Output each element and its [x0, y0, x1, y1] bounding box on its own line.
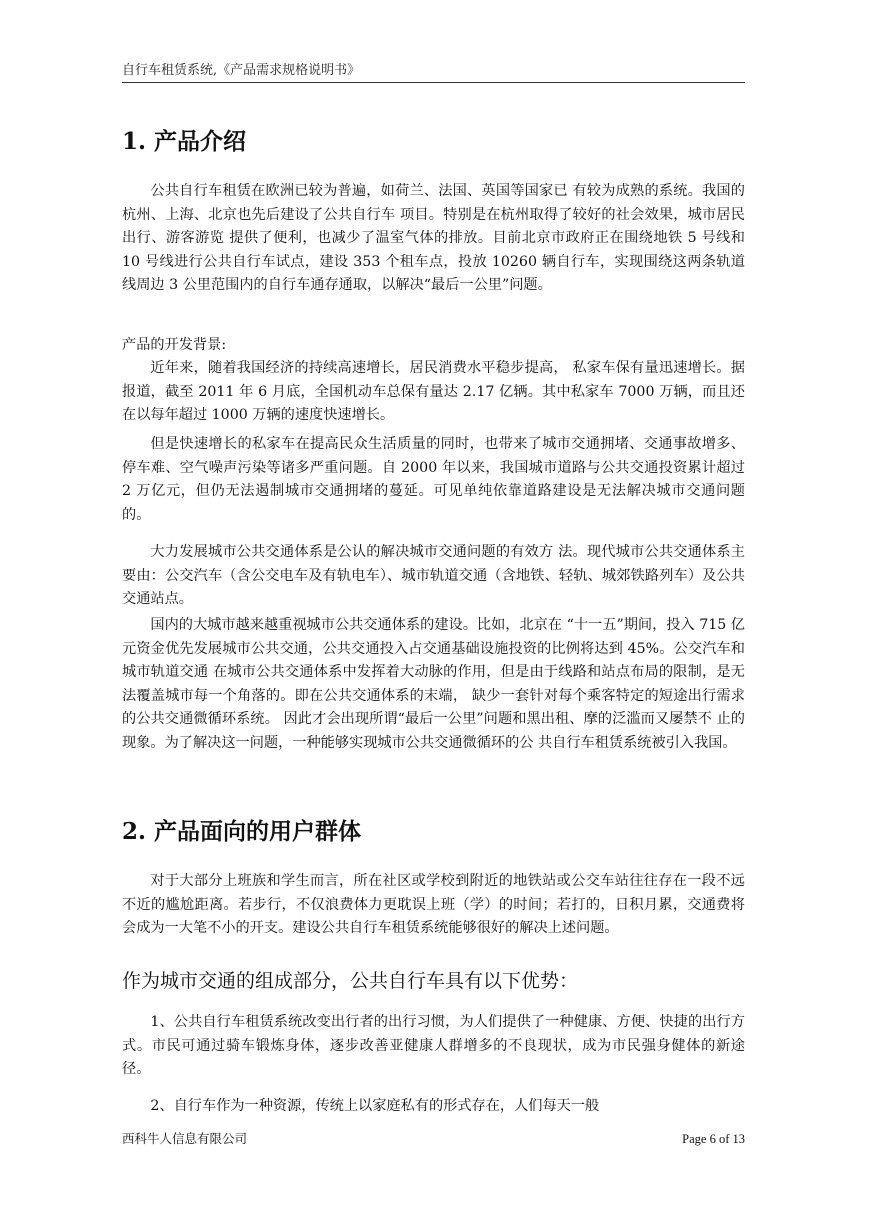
paragraph-intro: 公共自行车租赁在欧洲已较为普遍，如荷兰、法国、英国等国家已 有较为成熟的系统。我国的杭州、上海、北京也先后建设了公共自行车 项目。特别是在杭州取得了较好的社会效果，城市居民出行、游客游览 提供了便利，也减少了温室气体的排放。目前北京市政府正在围绕地铁 5 号线和 10 号线进行公共自行车试点，建设 353 个租车点，投放 10260 辆自行车，实现围绕这两条轨道线周边 3 公里范围内的自行车通存通取，以解决“最后一公里”问题。: [122, 183, 745, 293]
paragraph-public-transport: 大力发展城市公共交通体系是公认的解决城市交通问题的有效方 法。现代城市公共交通体系主要由：公交汽车（含公交电车及有轨电车）、城市轨道交通（含地铁、轻轨、城郊铁路列车）及公共交通站点。: [122, 544, 745, 607]
subheading-advantages: 作为城市交通的组成部分，公共自行车具有以下优势：: [122, 970, 579, 992]
paragraph-commuters: 对于大部分上班族和学生而言，所在社区或学校到附近的地铁站或公交车站往往存在一段不远不近的尴尬距离。若步行，不仅浪费体力更耽误上班（学）的时间；若打的，日积月累，交通费将会成为一大笔不小的开支。建设公共自行车租赁系统能够很好的解决上述问题。: [122, 873, 745, 936]
footer-company: 西科牛人信息有限公司: [122, 1131, 248, 1146]
section-heading-user-groups: 2. 产品面向的用户群体: [122, 818, 362, 845]
paragraph-advantage-1: 1、公共自行车租赁系统改变出行者的出行习惯，为人们提供了一种健康、方便、快捷的出行方式。市民可通过骑车锻炼身体，逐步改善亚健康人群增多的不良现状，成为市民强身健体的新途径。: [122, 1014, 745, 1077]
section-heading-product-intro: 1. 产品介绍: [122, 128, 247, 155]
paragraph-background-label: 产品的开发背景:: [122, 337, 227, 353]
page-header: 自行车租赁系统,《产品需求规格说明书》: [122, 63, 361, 78]
paragraph-last-mile: 国内的大城市越来越重视城市公共交通体系的建设。比如，北京在 “十一五”期间，投入 715 亿元资金优先发展城市公共交通，公共交通投入占交通基础设施投资的比例将达到 45%。公交汽车和城市轨道交通 在城市公共交通体系中发挥着大动脉的作用，但是由于线路和站点布局的限制，是无法覆盖城市每一个角落的。即在公共交通体系的末端， 缺少一套针对每个乘客特定的短途出行需求的公共交通微循环系统。 因此才会出现所谓“最后一公里”问题和黑出租、摩的泛滥而又屡禁不 止的现象。为了解决这一问题，一种能够实现城市公共交通微循环的公 共自行车租赁系统被引入我国。: [122, 617, 745, 751]
paragraph-traffic-problems: 但是快速增长的私家车在提高民众生活质量的同时，也带来了城市交通拥堵、交通事故增多、停车难、空气噪声污染等诸多严重问题。自 2000 年以来，我国城市道路与公共交通投资累计超过 2 万亿元，但仍无法遏制城市交通拥堵的蔓延。可见单纯依靠道路建设是无法解决城市交通问题的。: [122, 436, 745, 523]
header-divider: [122, 82, 745, 83]
paragraph-private-car-growth: 近年来，随着我国经济的持续高速增长，居民消费水平稳步提高， 私家车保有量迅速增长。据报道，截至 2011 年 6 月底，全国机动车总保有量达 2.17 亿辆。其中私家车 7000 万辆，而且还在以每年超过 1000 万辆的速度快速增长。: [122, 360, 745, 423]
paragraph-advantage-2: 2、自行车作为一种资源，传统上以家庭私有的形式存在，人们每天一般: [150, 1098, 600, 1114]
footer-page-number: Page 6 of 13: [682, 1132, 745, 1146]
